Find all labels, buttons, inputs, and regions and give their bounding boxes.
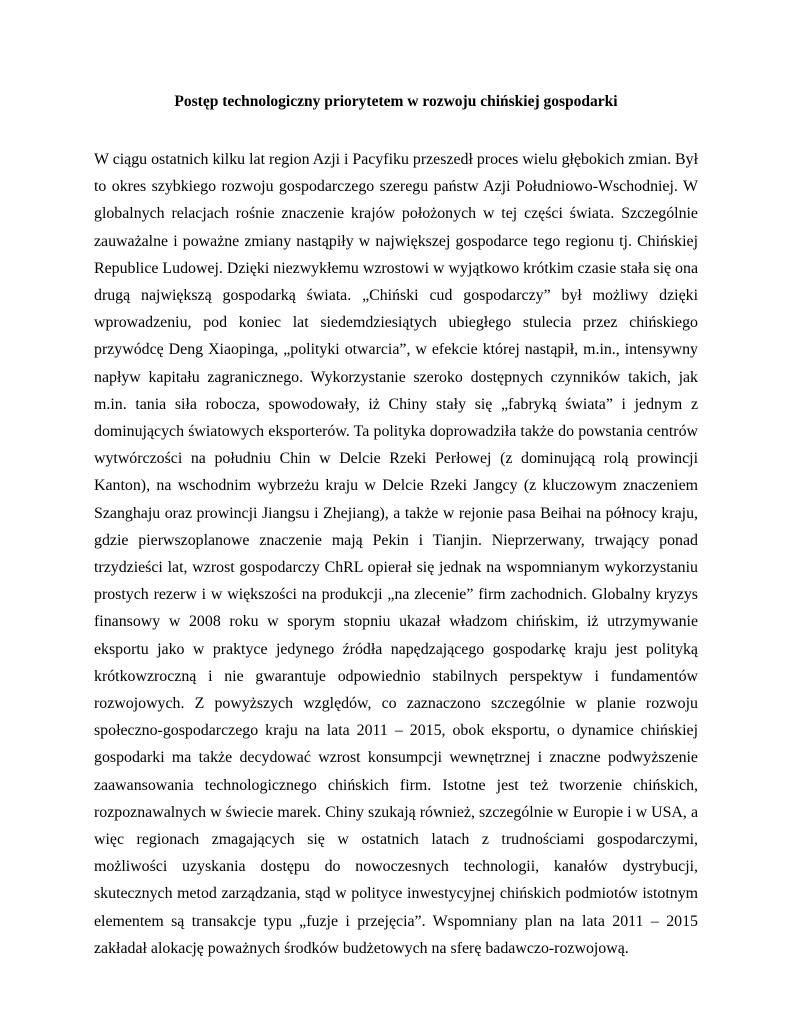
body-paragraph: W ciągu ostatnich kilku lat region Azji i Pacyfiku przeszedł proces wielu głębokich zmian. Był to okres szybkiego rozwoju gospodarczego szeregu państw Azji Południowo-Wschodniej. W globalnych relacjach rośnie znaczenie krajów położonych w tej części świata. Szczególnie zauważalne i poważne zmiany nastąpiły w największej gospodarce tego regionu tj. Chińskiej Republice Ludowej. Dzięki niezwykłemu wzrostowi w wyjątkowo krótkim czasie stała się ona drugą największą gospodarką świata. „Chiński cud gospodarczy” był możliwy dzięki wprowadzeniu, pod koniec lat siedemdziesiątych ubiegłego stulecia przez chińskiego przywódcę Deng Xiaopinga, „polityki otwarcia”, w efekcie której nastąpił, m.in., intensywny napływ kapitału zagranicznego. Wykorzystanie szeroko dostępnych czynników takich, jak m.in. tania siła robocza, spowodowały, iż Chiny stały się „fabryką świata” i jednym z dominujących światowych eksporterów. Ta polityka doprowadziła także do powstania centrów wytwórczości na południu Chin w Delcie Rzeki Perłowej (z dominującą rolą prowincji Kanton), na wschodnim wybrzeżu kraju w Delcie Rzeki Jangcy (z kluczowym znaczeniem Szanghaju oraz prowincji Jiangsu i Zhejiang), a także w rejonie pasa Beihai na północy kraju, gdzie pierwszoplanowe znaczenie mają Pekin i Tianjin. Nieprzerwany, trwający ponad trzydzieści lat, wzrost gospodarczy ChRL opierał się jednak na wspomnianym wykorzystaniu prostych rezerw i w większości na produkcji „na zlecenie” firm zachodnich. Globalny kryzys finansowy w 2008 roku w sporym stopniu ukazał władzom chińskim, iż utrzymywanie eksportu jako w praktyce jedynego źródła napędzającego gospodarkę kraju jest polityką krótkowzroczną i nie gwarantuje odpowiednio stabilnych perspektyw i fundamentów rozwojowych. Z powyższych względów, co zaznaczono szczególnie w planie rozwoju społeczno-gospodarczego kraju na lata 2011 – 2015, obok eksportu, o dynamice chińskiej gospodarki ma także decydować wzrost konsumpcji wewnętrznej i znaczne podwyższenie zaawansowania technologicznego chińskich firm. Istotne jest też tworzenie chińskich, rozpoznawalnych w świecie marek. Chiny szukają również, szczególnie w Europie i w USA, a więc regionach zmagających się w ostatnich latach z trudnościami gospodarczymi, możliwości uzyskania dostępu do nowoczesnych technologii, kanałów dystrybucji, skutecznych metod zarządzania, stąd w polityce inwestycyjnej chińskich podmiotów istotnym elementem są transakcje typu „fuzje i przejęcia”. Wspomniany plan na lata 2011 – 2015 zakładał alokację poważnych środków budżetowych na sferę badawczo-rozwojową.: [94, 151, 698, 957]
document-title: Postęp technologiczny priorytetem w rozwoju chińskiej gospodarki: [174, 93, 618, 110]
